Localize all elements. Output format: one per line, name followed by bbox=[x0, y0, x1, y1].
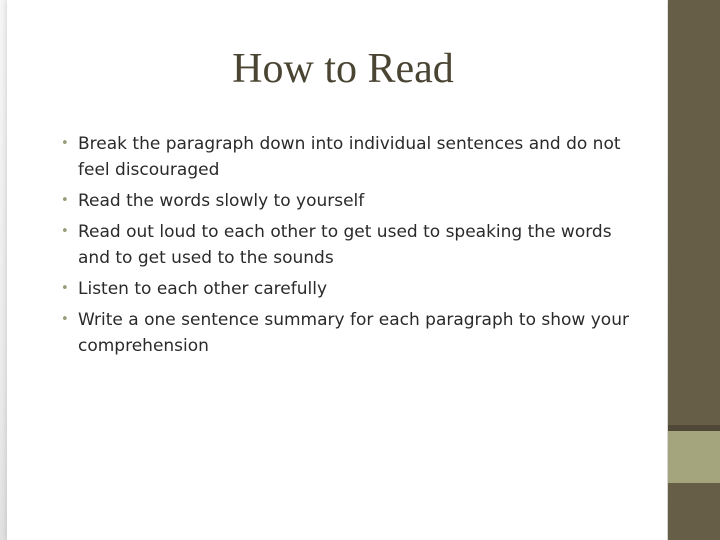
bullet-item bbox=[61, 276, 646, 302]
decorative-band-accent bbox=[668, 431, 720, 483]
bullet-text: Write a one sentence summary for each paragraph to show your comprehension bbox=[78, 310, 629, 356]
bullet-list bbox=[61, 131, 646, 364]
bullet-icon: • bbox=[61, 136, 69, 151]
bullet-icon: • bbox=[61, 312, 69, 327]
bullet-item bbox=[61, 219, 646, 271]
bullet-item bbox=[61, 307, 646, 359]
bullet-icon: • bbox=[61, 281, 69, 296]
bullet-icon: • bbox=[61, 193, 69, 208]
slide-title: How to Read bbox=[232, 46, 454, 92]
bullet-icon: • bbox=[61, 224, 69, 239]
bullet-item bbox=[61, 131, 646, 183]
bullet-text: Listen to each other carefully bbox=[78, 279, 328, 299]
bullet-item bbox=[61, 188, 646, 214]
slide-content-area bbox=[7, 0, 667, 540]
bullet-text: Read the words slowly to yourself bbox=[78, 191, 365, 211]
bullet-text: Read out loud to each other to get used to speaking the words and to get used to the sounds bbox=[78, 222, 612, 268]
bullet-text: Break the paragraph down into individual sentences and do not feel discouraged bbox=[78, 134, 621, 180]
